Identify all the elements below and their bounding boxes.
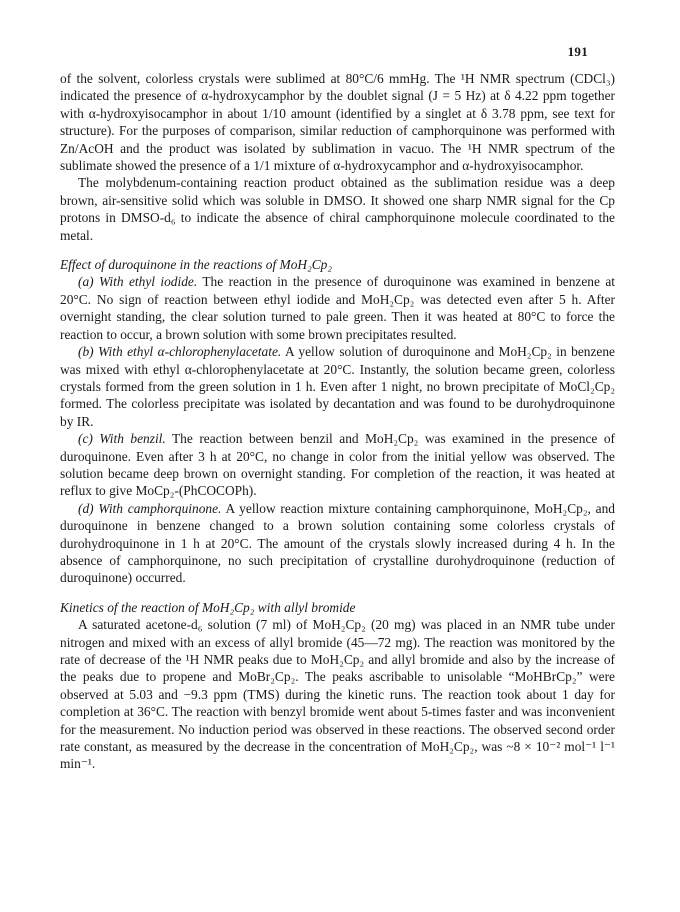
page-number: 191 (567, 44, 588, 59)
subsection-benzil (60, 430, 615, 500)
subsection-camphorquinone (60, 500, 615, 587)
section-heading-kinetics: Kinetics of the reaction of MoH₂Cp₂ with allyl bromide (60, 599, 356, 615)
section-heading-duroquinone: Effect of duroquinone in the reactions of MoH₂Cp₂ (60, 257, 333, 273)
paragraph-kinetics: A saturated acetone-d₆ solution (7 ml) of MoH₂Cp₂ (20 mg) was placed in an NMR tube under nitrogen and mixed with an excess of allyl bromide (45—72 mg). The reaction was monitored by the rate of decrease of the ¹H NMR peaks due to MoH₂Cp₂ and allyl bromide and also by the increase of the peaks due to propene and MoBr₂Cp₂. The peaks ascribable to unisolable “MoHBrCp₂” were observed at 5.03 and −9.3 ppm (TMS) during the kinetic runs. The reaction took about 1 day for completion at 36°C. The reaction with benzyl bromide went about 5-times faster and was inconvenient for the measurement. No induction period was observed in these reactions. The observed second order rate constant, as measured by the decrease in the concentration of MoH₂Cp₂, was ~8 × 10⁻² mol⁻¹ l⁻¹ min⁻¹. (60, 617, 615, 772)
subsection-chlorophenylacetate (60, 343, 615, 430)
subsection-ethyl-iodide (60, 273, 615, 343)
subsection-label: (b) With ethyl α-chlorophenylacetate. (78, 344, 282, 360)
subsection-label: (d) With camphorquinone. (78, 500, 222, 516)
subsection-text: A yellow reaction mixture containing camphorquinone, MoH₂Cp₂, and duroquinone in benzene changed to a brown solution containing some colorless crystals of durohydroquinone in 1 h at 20°C. The amount of the crystals slowly increased during 4 h. In the absence of camphorquinone, no such precipitation of crystalline durohydroquinone (reduction of duroquinone) occurred. (60, 500, 615, 586)
subsection-text: The reaction between benzil and MoH₂Cp₂ was examined in the presence of duroquinone. Even after 3 h at 20°C, no change in color from the initial yellow was observed. The solution became deep brown on overnight standing. For completion of the reaction, it was heated at reflux to give MoCp₂-(PhCOCOPh). (60, 431, 615, 499)
body-text (60, 70, 615, 773)
subsection-text: A yellow solution of duroquinone and MoH₂Cp₂ in benzene was mixed with ethyl α-chlorophenylacetate at 20°C. Instantly, the solution became green, colorless crystals formed from the green solution in 1 h. Even after 1 night, no brown precipitate of MoCl₂Cp₂ formed. The colorless precipitate was isolated by decantation and was found to be durohydroquinone by IR. (60, 344, 615, 429)
paragraph-sublimation: of the solvent, colorless crystals were sublimed at 80°C/6 mmHg. The ¹H NMR spectrum (CDCl₃) indicated the presence of α-hydroxycamphor by the doublet signal (J = 5 Hz) at δ 4.22 ppm together with α-hydroxyisocamphor in about 1/10 amount (identified by a singlet at δ 3.78 ppm, see text for structure). For the purposes of comparison, similar reduction of camphorquinone was performed with Zn/AcOH and the product was isolated by sublimation in vacuo. The ¹H NMR spectrum of the sublimate showed the presence of a 1/1 mixture of α-hydroxycamphor and α-hydroxyisocamphor. (60, 71, 615, 174)
subsection-text: The reaction in the presence of duroquinone was examined in benzene at 20°C. No sign of reaction between ethyl iodide and MoH₂Cp₂ was detected even after 5 h. After overnight standing, the clear solution turned to pale green. Then it was heated at 80°C to force the reaction to occur, a brown solution with some brown precipitates resulted. (60, 274, 615, 342)
subsection-label: (c) With benzil. (78, 431, 166, 447)
paragraph-molybdenum-product: The molybdenum-containing reaction product obtained as the sublimation residue was a deep brown, air-sensitive solid which was soluble in DMSO. It showed one sharp NMR signal for the Cp protons in DMSO-d₆ to indicate the absence of chiral camphorquinone molecule coordinated to the metal. (60, 175, 615, 243)
subsection-label: (a) With ethyl iodide. (78, 274, 198, 290)
